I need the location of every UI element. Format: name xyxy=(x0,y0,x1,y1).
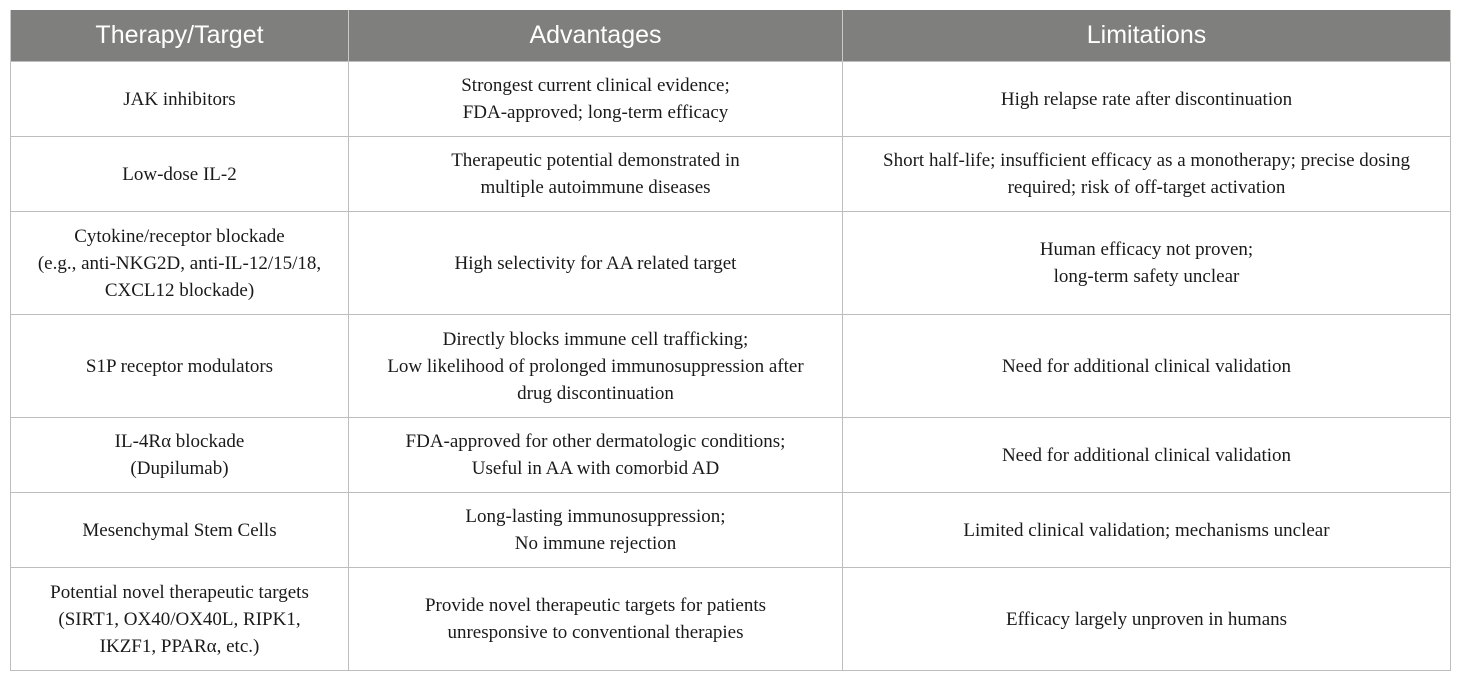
advantages-cell xyxy=(349,568,843,671)
cell-text-line: High selectivity for AA related target xyxy=(454,252,737,274)
table-row xyxy=(11,62,1451,137)
therapy-cell xyxy=(11,315,349,418)
therapy-cell xyxy=(11,62,349,137)
cell-text-line: required; risk of off-target activation xyxy=(1007,177,1286,198)
cell-text-line: Limited clinical validation; mechanisms unclear xyxy=(963,519,1330,541)
cell-text-line: Short half-life; insufficient efficacy as a monotherapy; precise dosing xyxy=(883,150,1410,171)
cell-text-line: Therapeutic potential demonstrated in xyxy=(451,150,740,171)
table-row xyxy=(11,315,1451,418)
therapy-cell xyxy=(11,212,349,315)
cell-text-line: S1P receptor modulators xyxy=(85,355,274,377)
cell-text-line: unresponsive to conventional therapies xyxy=(447,622,744,643)
cell-text-line: Mesenchymal Stem Cells xyxy=(82,519,277,541)
cell-text-line: multiple autoimmune diseases xyxy=(480,177,711,198)
advantages-cell xyxy=(349,137,843,212)
cell-text-line: Low-dose IL-2 xyxy=(122,163,237,185)
limitations-cell xyxy=(843,62,1451,137)
limitations-cell xyxy=(843,418,1451,493)
limitations-cell xyxy=(843,137,1451,212)
cell-text-line: Useful in AA with comorbid AD xyxy=(471,458,720,479)
therapy-comparison-table-container xyxy=(10,10,1450,671)
cell-text-line: Long-lasting immunosuppression; xyxy=(465,506,726,527)
cell-text-line: Provide novel therapeutic targets for patients xyxy=(424,595,767,616)
table-row xyxy=(11,212,1451,315)
cell-text-line: Directly blocks immune cell trafficking; xyxy=(442,328,749,350)
cell-text-line: (Dupilumab) xyxy=(130,458,229,479)
table-row xyxy=(11,493,1451,568)
cell-text-line: Need for additional clinical validation xyxy=(1001,444,1292,466)
therapy-cell xyxy=(11,568,349,671)
cell-text-line: IKZF1, PPARα, etc.) xyxy=(99,635,260,657)
cell-text-line: No immune rejection xyxy=(514,533,677,554)
limitations-cell xyxy=(843,493,1451,568)
therapy-cell xyxy=(11,493,349,568)
cell-text-line: Potential novel therapeutic targets xyxy=(50,581,309,603)
table-row xyxy=(11,137,1451,212)
table-row xyxy=(11,418,1451,493)
therapy-comparison-table xyxy=(10,10,1451,671)
cell-text-line: (SIRT1, OX40/OX40L, RIPK1, xyxy=(58,608,301,630)
cell-text-line: FDA-approved; long-term efficacy xyxy=(462,102,729,123)
header-advantages: Advantages xyxy=(349,10,843,62)
table-header xyxy=(11,10,1451,62)
cell-text-line: FDA-approved for other dermatologic conditions; xyxy=(405,431,786,452)
advantages-cell xyxy=(349,212,843,315)
advantages-cell xyxy=(349,493,843,568)
cell-text-line: Cytokine/receptor blockade xyxy=(74,225,285,247)
cell-text-line: Human efficacy not proven; xyxy=(1039,239,1254,260)
limitations-cell xyxy=(843,568,1451,671)
header-therapy-target: Therapy/Target xyxy=(11,10,349,62)
cell-text-line: drug discontinuation xyxy=(517,382,674,404)
cell-text-line: JAK inhibitors xyxy=(123,88,236,110)
cell-text-line: Low likelihood of prolonged immunosuppression after xyxy=(387,355,804,377)
cell-text-line: High relapse rate after discontinuation xyxy=(1000,88,1293,110)
advantages-cell xyxy=(349,418,843,493)
cell-text-line: long-term safety unclear xyxy=(1053,266,1240,287)
advantages-cell xyxy=(349,315,843,418)
header-row xyxy=(11,10,1451,62)
cell-text-line: Strongest current clinical evidence; xyxy=(461,75,730,96)
cell-text-line: Need for additional clinical validation xyxy=(1001,355,1292,377)
therapy-cell xyxy=(11,137,349,212)
header-limitations: Limitations xyxy=(843,10,1451,62)
therapy-cell xyxy=(11,418,349,493)
table-body xyxy=(11,62,1451,671)
limitations-cell xyxy=(843,315,1451,418)
cell-text-line: CXCL12 blockade) xyxy=(104,279,255,301)
cell-text-line: Efficacy largely unproven in humans xyxy=(1005,608,1288,630)
cell-text-line: (e.g., anti-NKG2D, anti-IL-12/15/18, xyxy=(37,252,322,274)
cell-text-line: IL-4Rα blockade xyxy=(114,431,245,452)
advantages-cell xyxy=(349,62,843,137)
table-row xyxy=(11,568,1451,671)
limitations-cell xyxy=(843,212,1451,315)
